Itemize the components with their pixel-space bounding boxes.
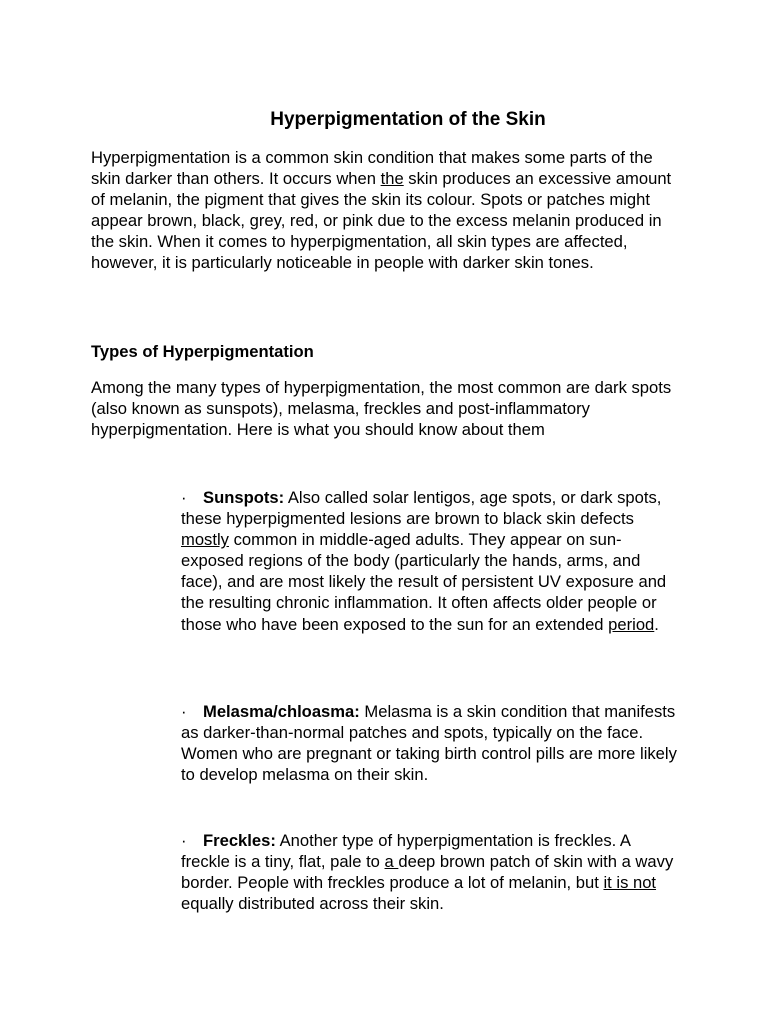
item-underlined-1: mostly (181, 530, 229, 550)
intro-underlined-word: the (380, 169, 404, 189)
item-underlined-2: period (608, 614, 655, 634)
bullet-icon: · (181, 702, 187, 721)
intro-paragraph (91, 147, 681, 274)
intro-text-2: skin produces an excessive amount of melanin, the pigment that gives the skin its colour. Spots or patches might appear brown, black, grey, red, or pink due to the excess melanin produced in the skin. When it comes to hyperpigmentation, all skin types are affected, however, it is particularly noticeable in people with darker skin tones. (91, 169, 672, 273)
item-text-2: common in middle-aged adults. They appear on sun-exposed regions of the body (particularly the hands, arms, and face), and are most likely the result of persistent UV exposure and the resulting chronic inflammation. It often affects older people or those who have been exposed to the sun for an extended (181, 530, 667, 634)
list-item-sunspots (181, 487, 681, 635)
item-underlined-1: a (384, 852, 399, 872)
item-term: Melasma/chloasma: (203, 702, 360, 721)
bullet-icon: · (181, 488, 187, 507)
item-text-3: equally distributed across their skin. (181, 894, 444, 914)
types-intro-paragraph: Among the many types of hyperpigmentation, the most common are dark spots (also known as sunspots), melasma, freckles and post-inflammatory hyperpigmentation. Here is what you should know about them (91, 378, 672, 440)
document-title: Hyperpigmentation of the Skin (270, 109, 546, 130)
bullet-icon: · (181, 831, 187, 850)
item-text-1: Melasma is a skin condition that manifests as darker-than-normal patches and spots, typically on the face. Women who are pregnant or taking birth control pills are more likely to develop melasma on their skin. (181, 702, 677, 785)
item-underlined-2: it is not (603, 873, 657, 893)
list-item-melasma (181, 701, 681, 785)
item-text-3: . (654, 614, 659, 634)
intro-text-1: Hyperpigmentation is a common skin condition that makes some parts of the skin darker than others. It occurs when (91, 148, 653, 189)
item-text-2: deep brown patch of skin with a wavy border. People with freckles produce a lot of melanin, but (181, 852, 674, 893)
item-term: Sunspots: (203, 488, 285, 507)
item-text-1: Also called solar lentigos, age spots, or dark spots, these hyperpigmented lesions are brown to black skin defects (181, 488, 662, 529)
item-term: Freckles: (203, 831, 276, 850)
item-text-1: Another type of hyperpigmentation is freckles. A freckle is a tiny, flat, pale to (181, 831, 631, 872)
types-heading: Types of Hyperpigmentation (91, 342, 314, 361)
list-item-freckles (181, 830, 681, 914)
